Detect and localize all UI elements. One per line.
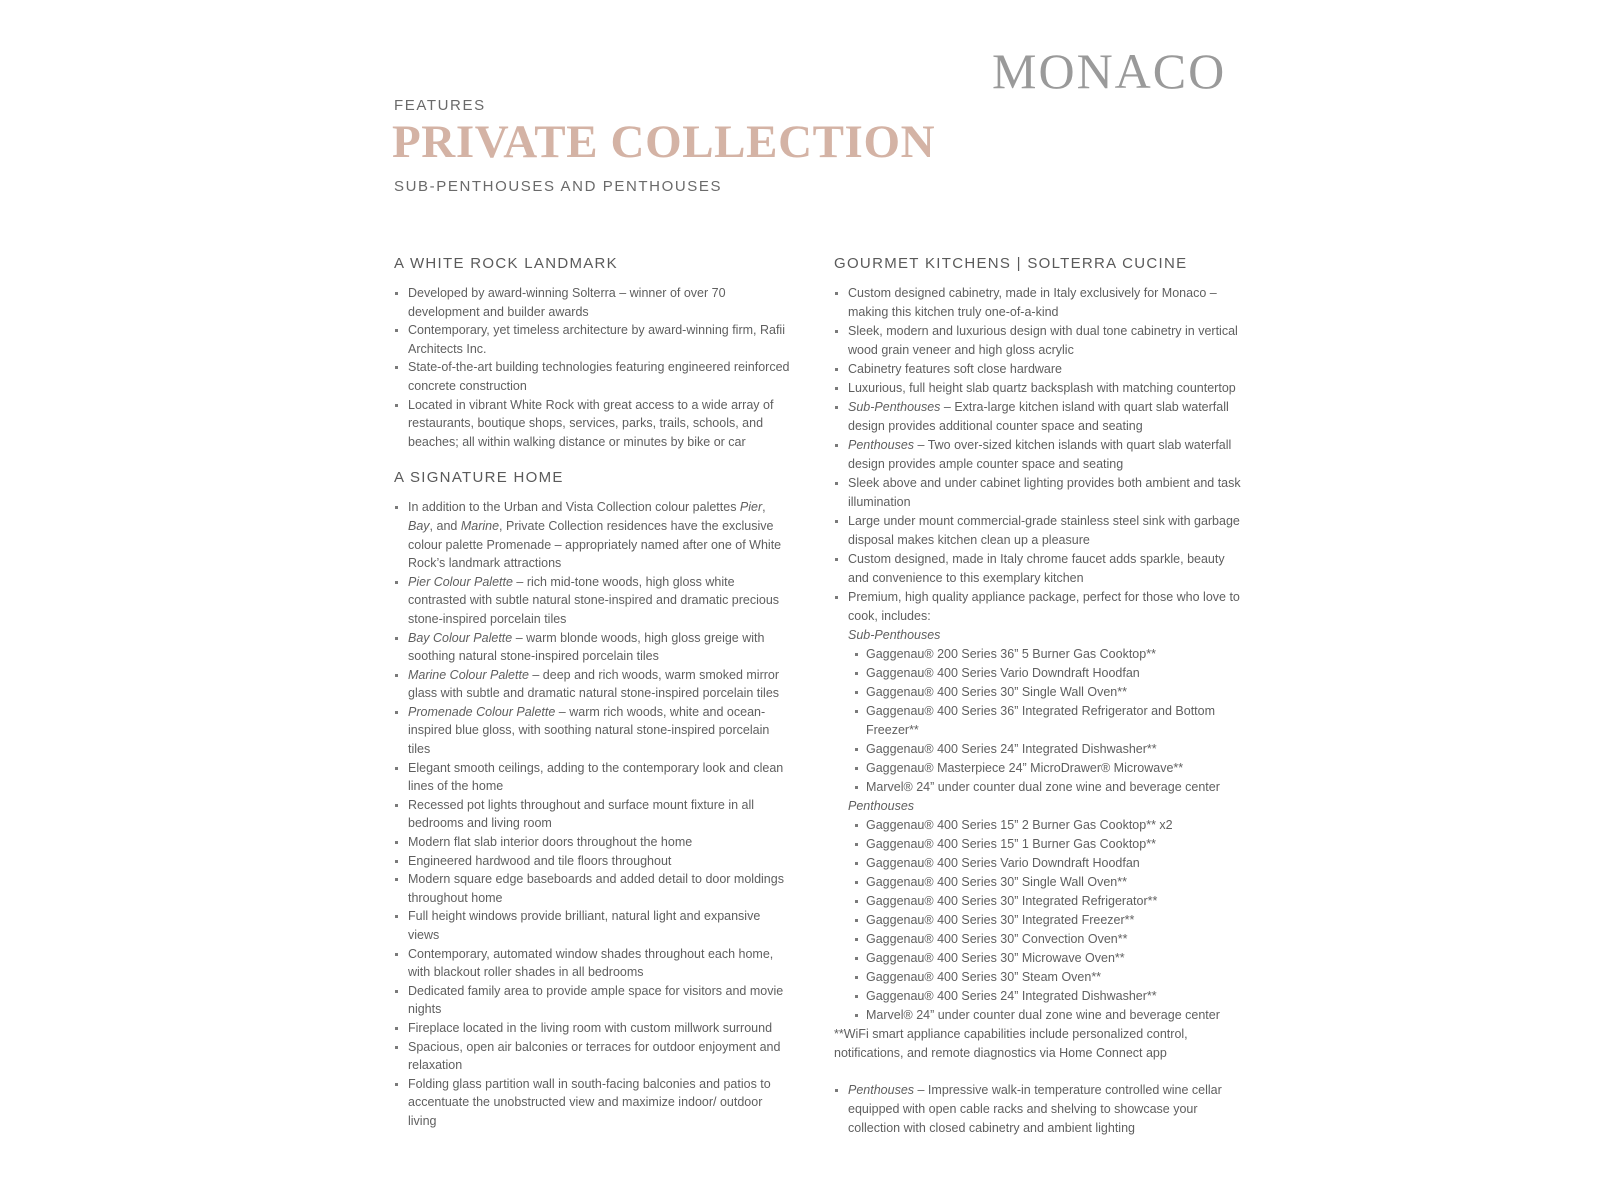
list-item-sub-penthouse-island: Sub-Penthouses – Extra-large kitchen island with quart slab waterfall design provides additional counter space and seating <box>834 398 1244 436</box>
list-item: Cabinetry features soft close hardware <box>834 360 1244 379</box>
appliance-item: Gaggenau® 400 Series 30” Integrated Refrigerator** <box>852 892 1244 911</box>
appliance-item: Gaggenau® Masterpiece 24” MicroDrawer® Microwave** <box>852 759 1244 778</box>
list-item: Dedicated family area to provide ample space for visitors and movie nights <box>394 982 794 1019</box>
list-item: Elegant smooth ceilings, adding to the contemporary look and clean lines of the home <box>394 759 794 796</box>
list-item: Custom designed, made in Italy chrome faucet adds sparkle, beauty and convenience to this exemplary kitchen <box>834 550 1244 588</box>
list-item-penthouse-islands: Penthouses – Two over-sized kitchen islands with quart slab waterfall design provides ample counter space and seating <box>834 436 1244 474</box>
list-item: Custom designed cabinetry, made in Italy exclusively for Monaco – making this kitchen truly one-of-a-kind <box>834 284 1244 322</box>
list-item: Folding glass partition wall in south-facing balconies and patios to accentuate the unobstructed view and maximize indoor/ outdoor living <box>394 1075 794 1131</box>
sub-penthouses-label: Sub-Penthouses <box>848 628 941 642</box>
list-item: Recessed pot lights throughout and surface mount fixture in all bedrooms and living room <box>394 796 794 833</box>
appliance-item: Gaggenau® 400 Series 30” Integrated Freezer** <box>852 911 1244 930</box>
list-item: Spacious, open air balconies or terraces for outdoor enjoyment and relaxation <box>394 1038 794 1075</box>
list-item: Contemporary, automated window shades throughout each home, with blackout roller shades in all bedrooms <box>394 945 794 982</box>
monaco-logo: MONACO <box>992 43 1227 99</box>
list-item: Luxurious, full height slab quartz backsplash with matching countertop <box>834 379 1244 398</box>
section-title-kitchens: GOURMET KITCHENS | SOLTERRA CUCINE <box>834 255 1188 272</box>
appliance-item: Gaggenau® 400 Series Vario Downdraft Hoodfan <box>852 664 1244 683</box>
list-item: Modern square edge baseboards and added detail to door moldings throughout home <box>394 870 794 907</box>
appliance-item: Gaggenau® 400 Series 30” Steam Oven** <box>852 968 1244 987</box>
appliance-item: Gaggenau® 200 Series 36” 5 Burner Gas Cooktop** <box>852 645 1244 664</box>
appliance-item: Gaggenau® 400 Series 36” Integrated Refrigerator and Bottom Freezer** <box>852 702 1244 740</box>
signature-list <box>394 498 794 1130</box>
list-item: Sleek, modern and luxurious design with dual tone cabinetry in vertical wood grain veneer and high gloss acrylic <box>834 322 1244 360</box>
list-item: Located in vibrant White Rock with great access to a wide array of restaurants, boutique shops, services, parks, trails, schools, and beaches; all within walking distance or minutes by bike or car <box>394 396 794 452</box>
kitchen-list <box>834 284 1244 1025</box>
list-item: State-of-the-art building technologies featuring engineered reinforced concrete construction <box>394 358 794 395</box>
appliance-item: Gaggenau® 400 Series 15” 1 Burner Gas Cooktop** <box>852 835 1244 854</box>
list-item-appliance-package: Premium, high quality appliance package, perfect for those who love to cook, includes: Sub-Penthouses Gaggenau® 200 Series 36” 5 Burner Gas Cooktop** Gaggenau® 400 Series Vario Downdraft Hoodfan Gaggenau® 400 Series 30” Single Wall Oven** Gaggenau® 400 Series 36” Integrated Refrigerator and Bottom Freezer** Gaggenau® 400 Series 24” Integrated Dishwasher** Gaggenau® Masterpiece 24” MicroDrawer® Microwave** Marvel® 24” under counter dual zone wine and beverage center Penthouses Gaggenau® 400 Series 15” 2 Burner Gas Cooktop** x2 Gaggenau® 400 Series 15” 1 Burner Gas Cooktop** Gaggenau® 400 Series Vario Downdraft Hoodfan Gaggenau® 400 Series 30” Single Wall Oven** Gaggenau® 400 Series 30” Integrated Refrigerator** Gaggenau® 400 Series 30” Integrated Freezer** Gaggenau® 400 Series 30” Convection Oven** Gaggenau® 400 Series 30” Microwave Oven** Gaggenau® 400 Series 30” Steam Oven** Gaggenau® 400 Series 24” Integrated Dishwasher** Marvel® 24” under counter dual zone wine and beverage center <box>834 588 1244 1025</box>
list-item-bay-palette: Bay Colour Palette – warm blonde woods, high gloss greige with soothing natural stone-inspired porcelain tiles <box>394 629 794 666</box>
section-title-signature: A SIGNATURE HOME <box>394 469 564 487</box>
cellar-list <box>834 1081 1244 1138</box>
list-item-promenade-palette: Promenade Colour Palette – warm rich woods, white and ocean-inspired blue gloss, with soothing natural stone-inspired porcelain tiles <box>394 703 794 759</box>
appliance-item: Gaggenau® 400 Series 30” Single Wall Oven** <box>852 873 1244 892</box>
page-subtitle: SUB-PENTHOUSES AND PENTHOUSES <box>394 178 723 195</box>
list-item: Developed by award-winning Solterra – winner of over 70 development and builder awards <box>394 284 794 321</box>
list-item-marine-palette: Marine Colour Palette – deep and rich woods, warm smoked mirror glass with subtle and dramatic natural stone-inspired porcelain tiles <box>394 666 794 703</box>
appliance-item: Marvel® 24” under counter dual zone wine and beverage center <box>852 1006 1244 1025</box>
sub-penthouse-appliances <box>848 645 1244 797</box>
penthouses-label: Penthouses <box>848 799 915 813</box>
appliance-item: Gaggenau® 400 Series 24” Integrated Dishwasher** <box>852 740 1244 759</box>
list-item-palettes-intro: In addition to the Urban and Vista Collection colour palettes Pier, Bay, and Marine, Private Collection residences have the exclusive colour palette Promenade – appropriately named after one of White Rock’s landmark attractions <box>394 498 794 572</box>
eyebrow-label: FEATURES <box>394 97 486 114</box>
page-title: PRIVATE COLLECTION <box>392 116 936 168</box>
section-title-landmark: A WHITE ROCK LANDMARK <box>394 255 618 272</box>
list-item: Full height windows provide brilliant, natural light and expansive views <box>394 907 794 944</box>
list-item: Fireplace located in the living room with custom millwork surround <box>394 1019 794 1038</box>
list-item-wine-cellar: Penthouses – Impressive walk-in temperature controlled wine cellar equipped with open cable racks and shelving to showcase your collection with closed cabinetry and ambient lighting <box>834 1081 1244 1138</box>
right-column <box>834 255 1244 1138</box>
appliance-item: Gaggenau® 400 Series 30” Microwave Oven** <box>852 949 1244 968</box>
appliance-item: Gaggenau® 400 Series 15” 2 Burner Gas Cooktop** x2 <box>852 816 1244 835</box>
penthouse-appliances <box>848 816 1244 1025</box>
list-item: Sleek above and under cabinet lighting provides both ambient and task illumination <box>834 474 1244 512</box>
appliance-item: Gaggenau® 400 Series Vario Downdraft Hoodfan <box>852 854 1244 873</box>
left-column <box>394 255 794 1131</box>
list-item-pier-palette: Pier Colour Palette – rich mid-tone woods, high gloss white contrasted with subtle natural stone-inspired and dramatic precious stone-inspired porcelain tiles <box>394 573 794 629</box>
appliance-item: Gaggenau® 400 Series 24” Integrated Dishwasher** <box>852 987 1244 1006</box>
appliance-item: Gaggenau® 400 Series 30” Convection Oven** <box>852 930 1244 949</box>
list-item: Engineered hardwood and tile floors throughout <box>394 852 794 871</box>
list-item: Contemporary, yet timeless architecture by award-winning firm, Rafii Architects Inc. <box>394 321 794 358</box>
appliance-item: Marvel® 24” under counter dual zone wine and beverage center <box>852 778 1244 797</box>
appliance-item: Gaggenau® 400 Series 30” Single Wall Oven** <box>852 683 1244 702</box>
wifi-footnote: **WiFi smart appliance capabilities include personalized control, notifications, and remote diagnostics via Home Connect app <box>834 1027 1188 1060</box>
list-item: Modern flat slab interior doors throughout the home <box>394 833 794 852</box>
list-item: Large under mount commercial-grade stainless steel sink with garbage disposal makes kitchen clean up a pleasure <box>834 512 1244 550</box>
landmark-list <box>394 284 794 451</box>
